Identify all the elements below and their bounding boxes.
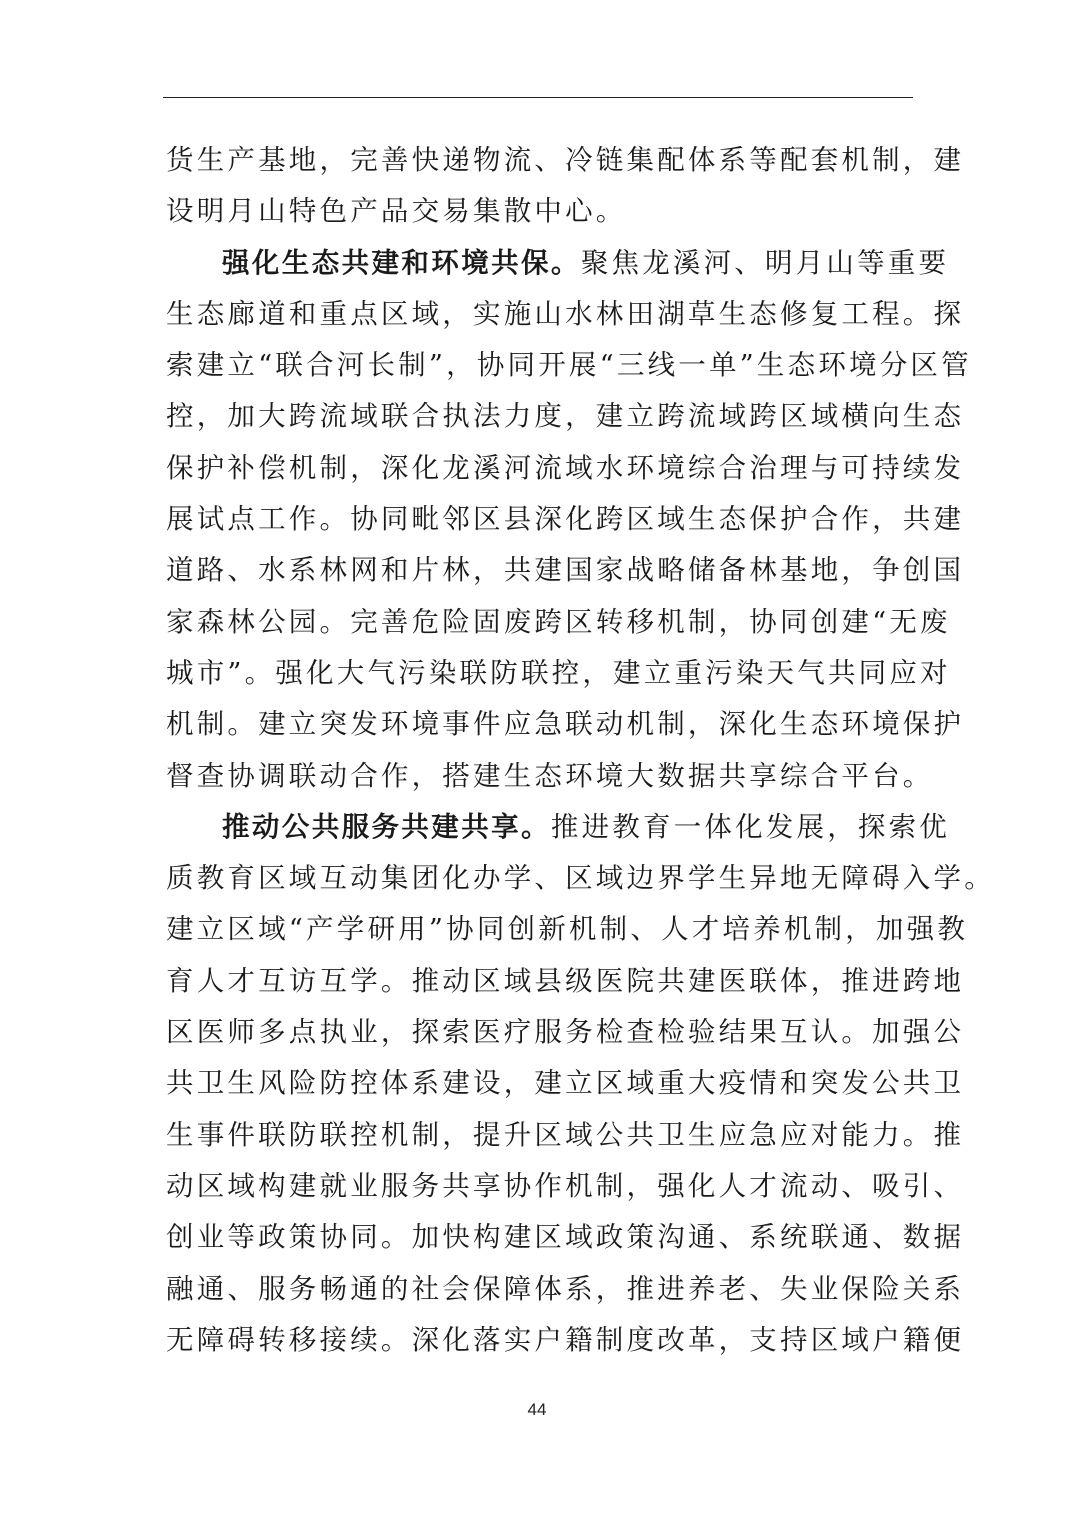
text-line-first (166, 238, 950, 289)
text-line: 建立区域“产学研用”协同创新机制、人才培养机制，加强教 (166, 913, 969, 946)
text-line: 质教育区域互动集团化办学、区域边界学生异地无障碍入学。 (166, 862, 995, 895)
text-line: 无障碍转移接续。深化落实户籍制度改革，支持区域户籍便 (166, 1323, 965, 1356)
header-rule (163, 97, 913, 98)
text-line: 动区域构建就业服务共享协作机制，强化人才流动、吸引、 (166, 1169, 965, 1202)
text-line: 生态廊道和重点区域，实施山水林田湖草生态修复工程。探 (166, 297, 965, 330)
text-line: 道路、水系林网和片林，共建国家战略储备林基地，争创国 (166, 554, 965, 587)
text-line: 机制。建立突发环境事件应急联动机制，深化生态环境保护 (166, 708, 965, 741)
text-line: 展试点工作。协同毗邻区县深化跨区域生态保护合作，共建 (166, 503, 965, 536)
text-line-first (166, 802, 951, 853)
text-line: 家森林公园。完善危险固废跨区转移机制，协同创建“无废 (166, 605, 951, 638)
text-line: 育人才互访互学。推动区域县级医院共建医联体，推进跨地 (166, 964, 965, 997)
body-text (166, 135, 995, 1366)
page-number: 44 (527, 1400, 547, 1419)
text-line: 索建立“联合河长制”，协同开展“三线一单”生态环境分区管 (166, 349, 972, 382)
text-line: 生事件联防联控机制，提升区域公共卫生应急应对能力。推 (166, 1118, 965, 1151)
text-line: 创业等政策协同。加快构建区域政策沟通、系统联通、数据 (166, 1221, 965, 1254)
text-line: 融通、服务畅通的社会保障体系，推进养老、失业保险关系 (166, 1272, 965, 1305)
text-span: 聚焦龙溪河、明月山等重要 (580, 246, 950, 279)
text-line: 货生产基地，完善快递物流、冷链集配体系等配套机制，建 (166, 144, 965, 176)
text-line: 保护补偿机制，深化龙溪河流域水环境综合治理与可持续发 (166, 451, 965, 484)
text-line: 共卫生风险防控体系建设，建立区域重大疫情和突发公共卫 (166, 1067, 965, 1100)
text-line: 控，加大跨流域联合执法力度，建立跨流域跨区域横向生态 (166, 400, 965, 433)
paragraph-public-services (166, 802, 995, 1366)
text-line: 设明月山特色产品交易集散中心。 (166, 195, 627, 228)
paragraph-continuation (166, 135, 965, 238)
paragraph-ecology (166, 238, 972, 802)
text-line: 督查协调联动合作，搭建生态环境大数据共享综合平台。 (166, 759, 934, 792)
paragraph-lead-heading: 推动公共服务共建共享。 (222, 810, 551, 843)
paragraph-lead-heading: 强化生态共建和环境共保。 (222, 246, 581, 279)
text-line: 城市”。强化大气污染联防联控，建立重污染天气共同应对 (166, 656, 951, 689)
text-span: 推进教育一体化发展，探索优 (550, 810, 951, 843)
text-line: 区医师多点执业，探索医疗服务检查检验结果互认。加强公 (166, 1016, 965, 1049)
